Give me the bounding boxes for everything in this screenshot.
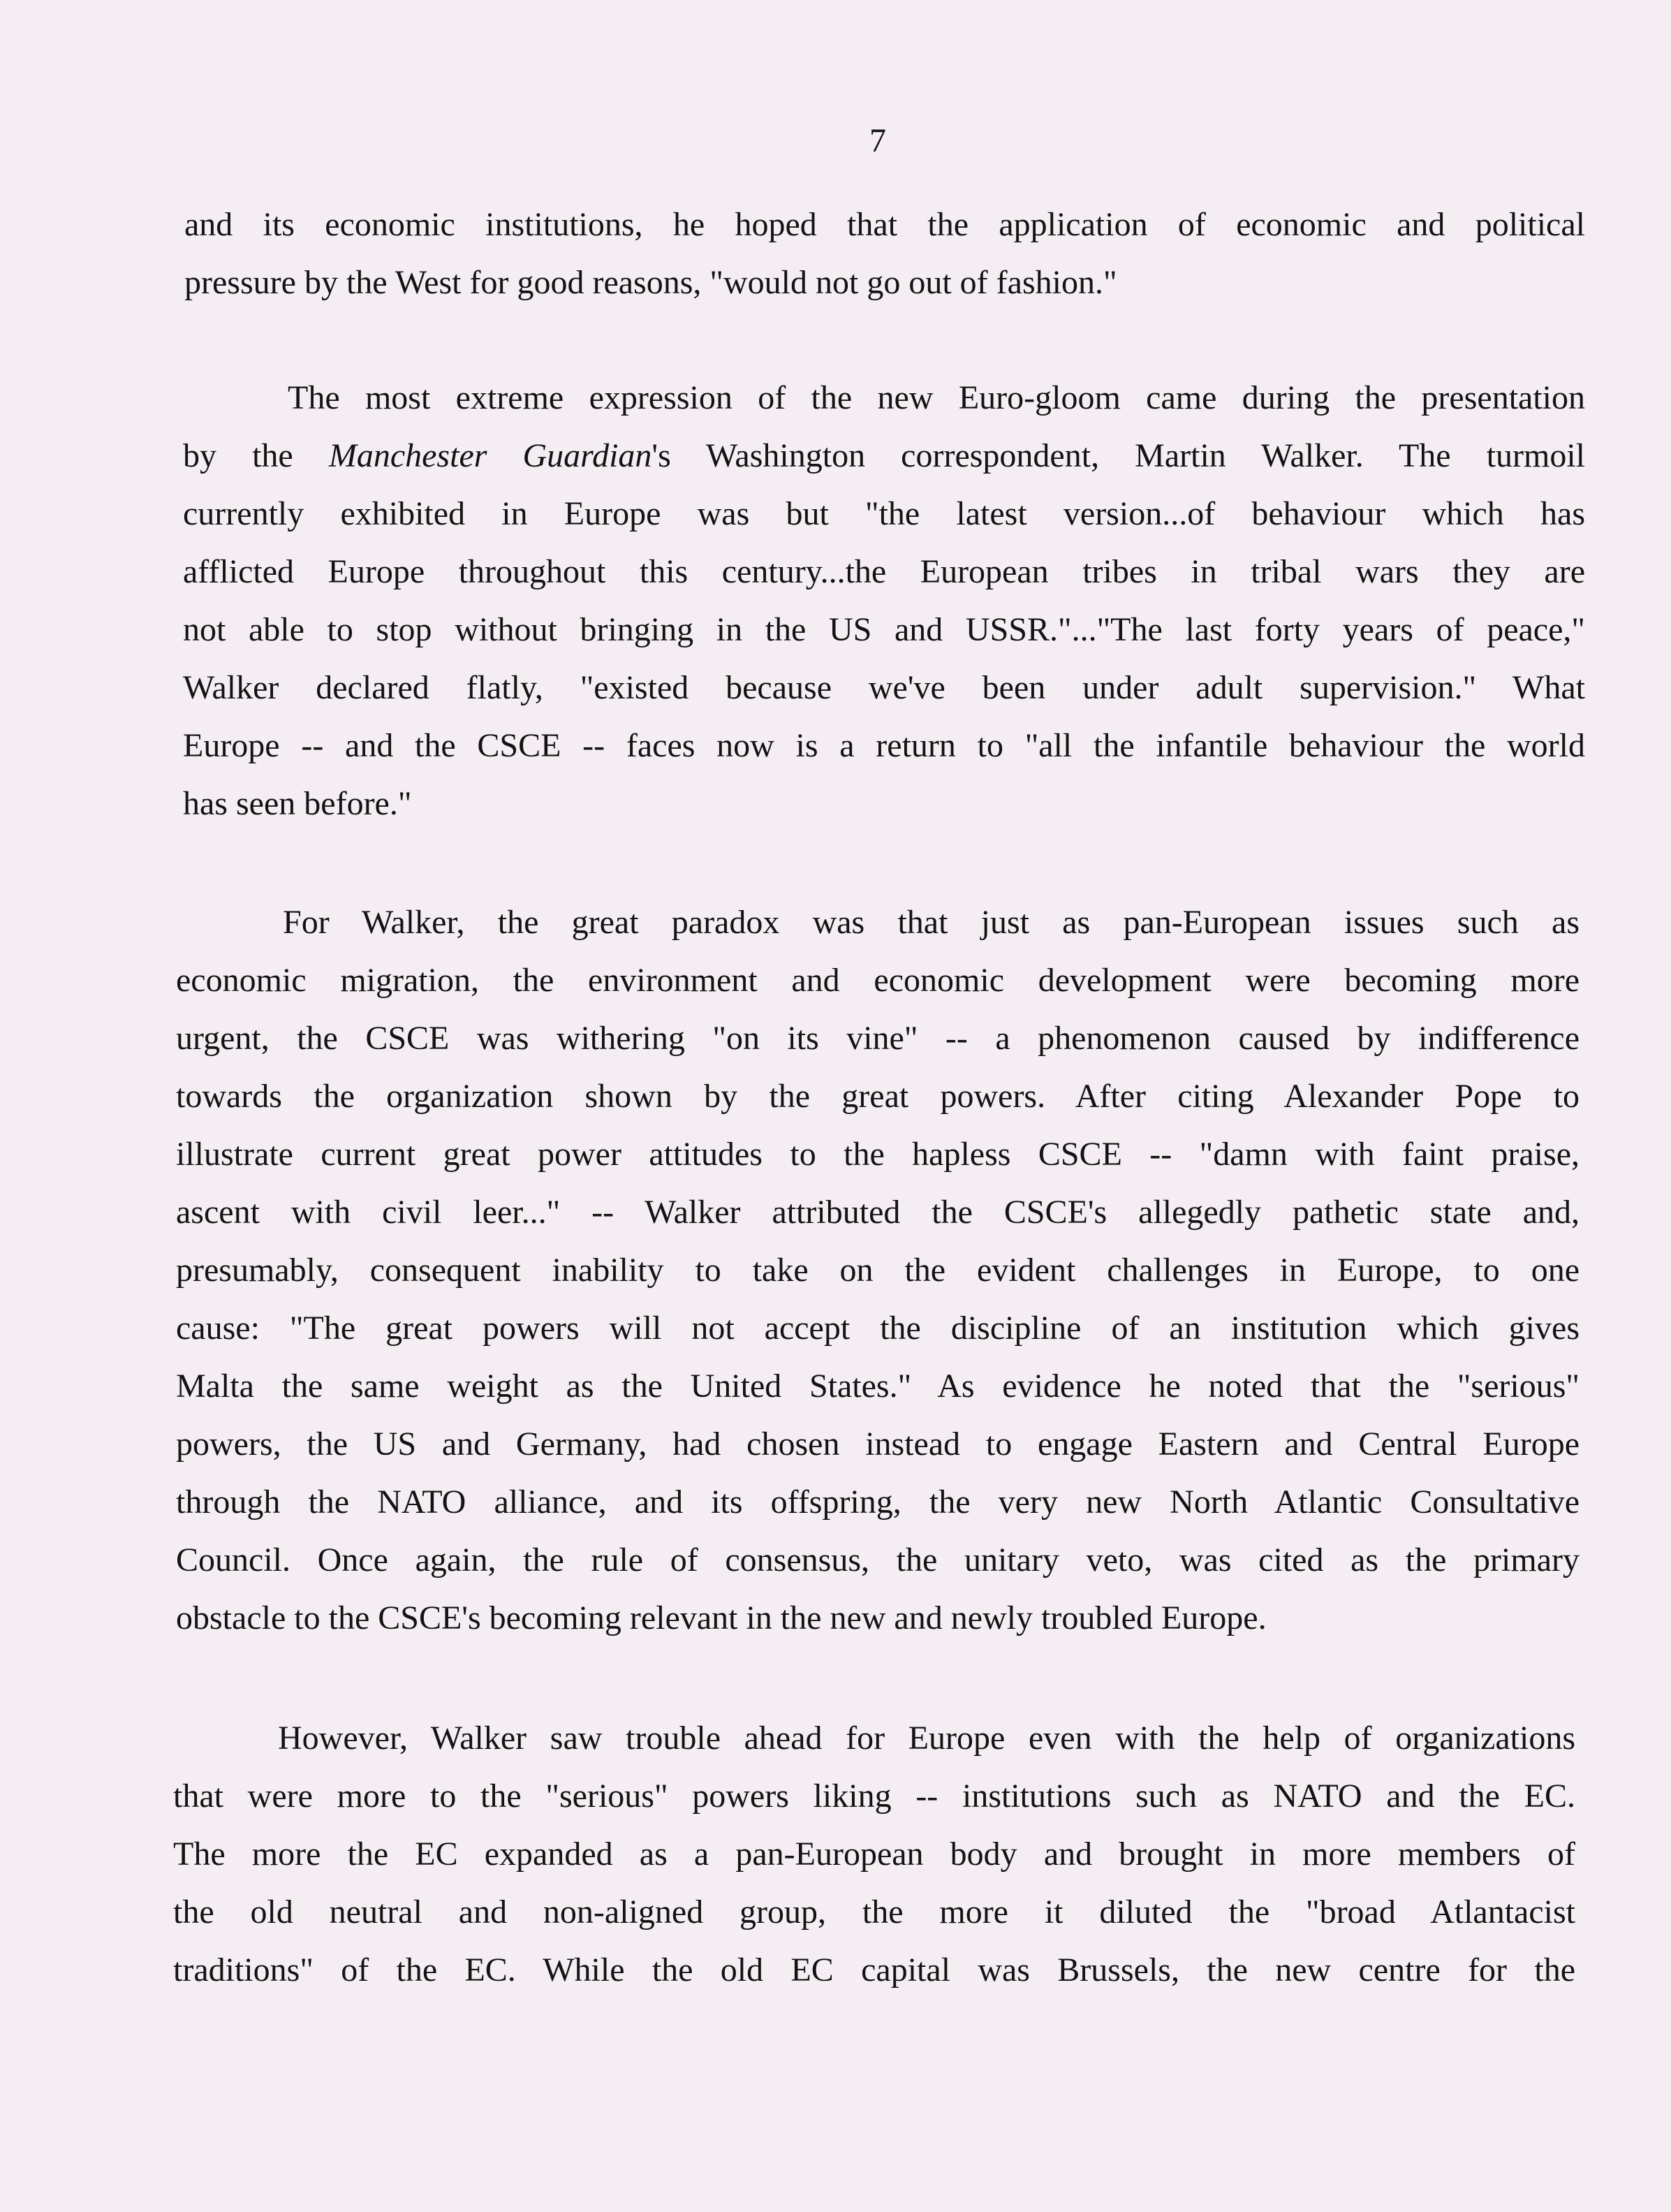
text-line: towards the organization shown by the great powers. After citing Alexander Pope to [176,1078,1580,1115]
text-line: Europe -- and the CSCE -- faces now is a return to "all the infantile behaviour the world [183,727,1585,764]
text-line: economic migration, the environment and economic development were becoming more [176,962,1580,999]
text-fragment: 's Washington correspondent, Martin Walker. The turmoil [652,437,1586,474]
text-line: The more the EC expanded as a pan-European body and brought in more members of [173,1836,1575,1873]
publication-title: Manchester Guardian [328,437,652,474]
text-line: currently exhibited in Europe was but "the latest version...of behaviour which has [183,495,1585,532]
text-line: However, Walker saw trouble ahead for Europe even with the help of organizations [278,1720,1575,1757]
text-line: Council. Once again, the rule of consensus, the unitary veto, was cited as the primary [176,1541,1580,1579]
text-line: cause: "The great powers will not accept the discipline of an institution which gives [176,1310,1580,1347]
text-line: pressure by the West for good reasons, "would not go out of fashion." [184,264,1117,301]
page-number: 7 [869,122,886,159]
text-line [183,427,1585,485]
text-line: not able to stop without bringing in the US and USSR."..."The last forty years of peace," [183,611,1585,648]
text-line: powers, the US and Germany, had chosen instead to engage Eastern and Central Europe [176,1426,1580,1463]
text-line: Malta the same weight as the United States." As evidence he noted that the "serious" [176,1368,1580,1405]
text-line: For Walker, the great paradox was that just as pan-European issues such as [283,904,1580,941]
text-line: Walker declared flatly, "existed because we've been under adult supervision." What [183,669,1585,706]
text-line: the old neutral and non-aligned group, the more it diluted the "broad Atlantacist [173,1894,1575,1931]
text-line: that were more to the "serious" powers liking -- institutions such as NATO and the EC. [173,1778,1575,1815]
text-line: The most extreme expression of the new Euro-gloom came during the presentation [288,379,1585,416]
text-line: afflicted Europe throughout this century...the European tribes in tribal wars they are [183,553,1585,590]
text-line: and its economic institutions, he hoped that the application of economic and political [184,206,1585,243]
text-line: obstacle to the CSCE's becoming relevant in the new and newly troubled Europe. [176,1599,1267,1636]
text-line: presumably, consequent inability to take on the evident challenges in Europe, to one [176,1252,1580,1289]
text-line: has seen before." [183,785,412,822]
paragraph-3 [176,893,1580,1647]
text-fragment: by the [183,437,329,474]
text-line: through the NATO alliance, and its offspring, the very new North Atlantic Consultative [176,1484,1580,1521]
text-line: illustrate current great power attitudes to the hapless CSCE -- "damn with faint praise, [176,1136,1580,1173]
text-line: traditions" of the EC. While the old EC capital was Brussels, the new centre for the [173,1951,1575,1988]
text-line: ascent with civil leer..." -- Walker attributed the CSCE's allegedly pathetic state and, [176,1194,1580,1231]
text-line: urgent, the CSCE was withering "on its vine" -- a phenomenon caused by indifference [176,1020,1580,1057]
paragraph-4 [173,1709,1575,1999]
paragraph-2 [183,369,1585,833]
paragraph-1 [184,196,1585,312]
